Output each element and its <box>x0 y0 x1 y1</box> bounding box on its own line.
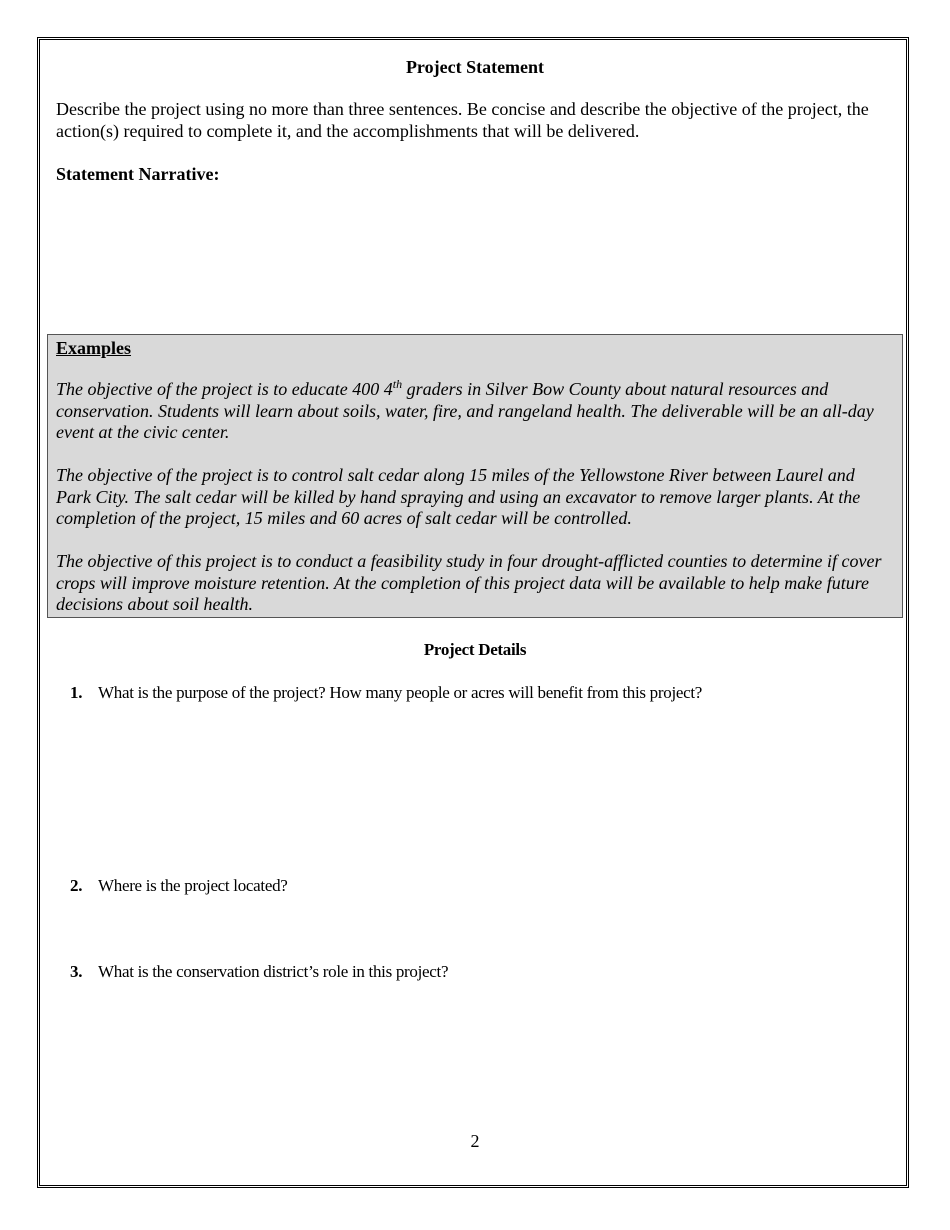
example-1-superscript: th <box>392 377 403 391</box>
question-2 <box>70 876 288 896</box>
question-number: 2. <box>70 876 83 895</box>
question-3 <box>70 962 448 982</box>
question-text: What is the purpose of the project? How many people or acres will benefit from this project? <box>98 683 703 702</box>
project-statement-title: Project Statement <box>405 57 545 77</box>
example-3: The objective of this project is to conduct a feasibility study in four drought-afflicted counties to determine if cover crops will improve moisture retention. At the completion of this project data will be available to help make future decisions about soil health. <box>56 551 882 614</box>
question-text: What is the conservation district’s role in this project? <box>98 962 449 981</box>
examples-heading: Examples <box>56 338 132 358</box>
statement-narrative-label: Statement Narrative: <box>56 164 220 184</box>
page-number: 2 <box>470 1131 480 1151</box>
example-1-text-start: The objective of the project is to educate 400 4 <box>56 379 393 399</box>
question-number: 3. <box>70 962 83 981</box>
statement-instructions: Describe the project using no more than three sentences. Be concise and describe the objective of the project, the action(s) required to complete it, and the accomplishments that will be delivered. <box>56 99 869 141</box>
question-1 <box>70 683 702 703</box>
example-1-text-end: graders in Silver Bow County about natural resources and conservation. Students will learn about soils, water, fire, and rangeland health. The deliverable will be an all-day event at the civic center. <box>56 379 874 442</box>
question-text: Where is the project located? <box>98 876 288 895</box>
project-details-title: Project Details <box>423 640 527 659</box>
question-number: 1. <box>70 683 83 702</box>
example-2: The objective of the project is to control salt cedar along 15 miles of the Yellowstone River between Laurel and Park City. The salt cedar will be killed by hand spraying and using an excavator to remove larger plants. At the completion of the project, 15 miles and 60 acres of salt cedar will be controlled. <box>56 465 861 528</box>
example-1 <box>56 379 894 444</box>
